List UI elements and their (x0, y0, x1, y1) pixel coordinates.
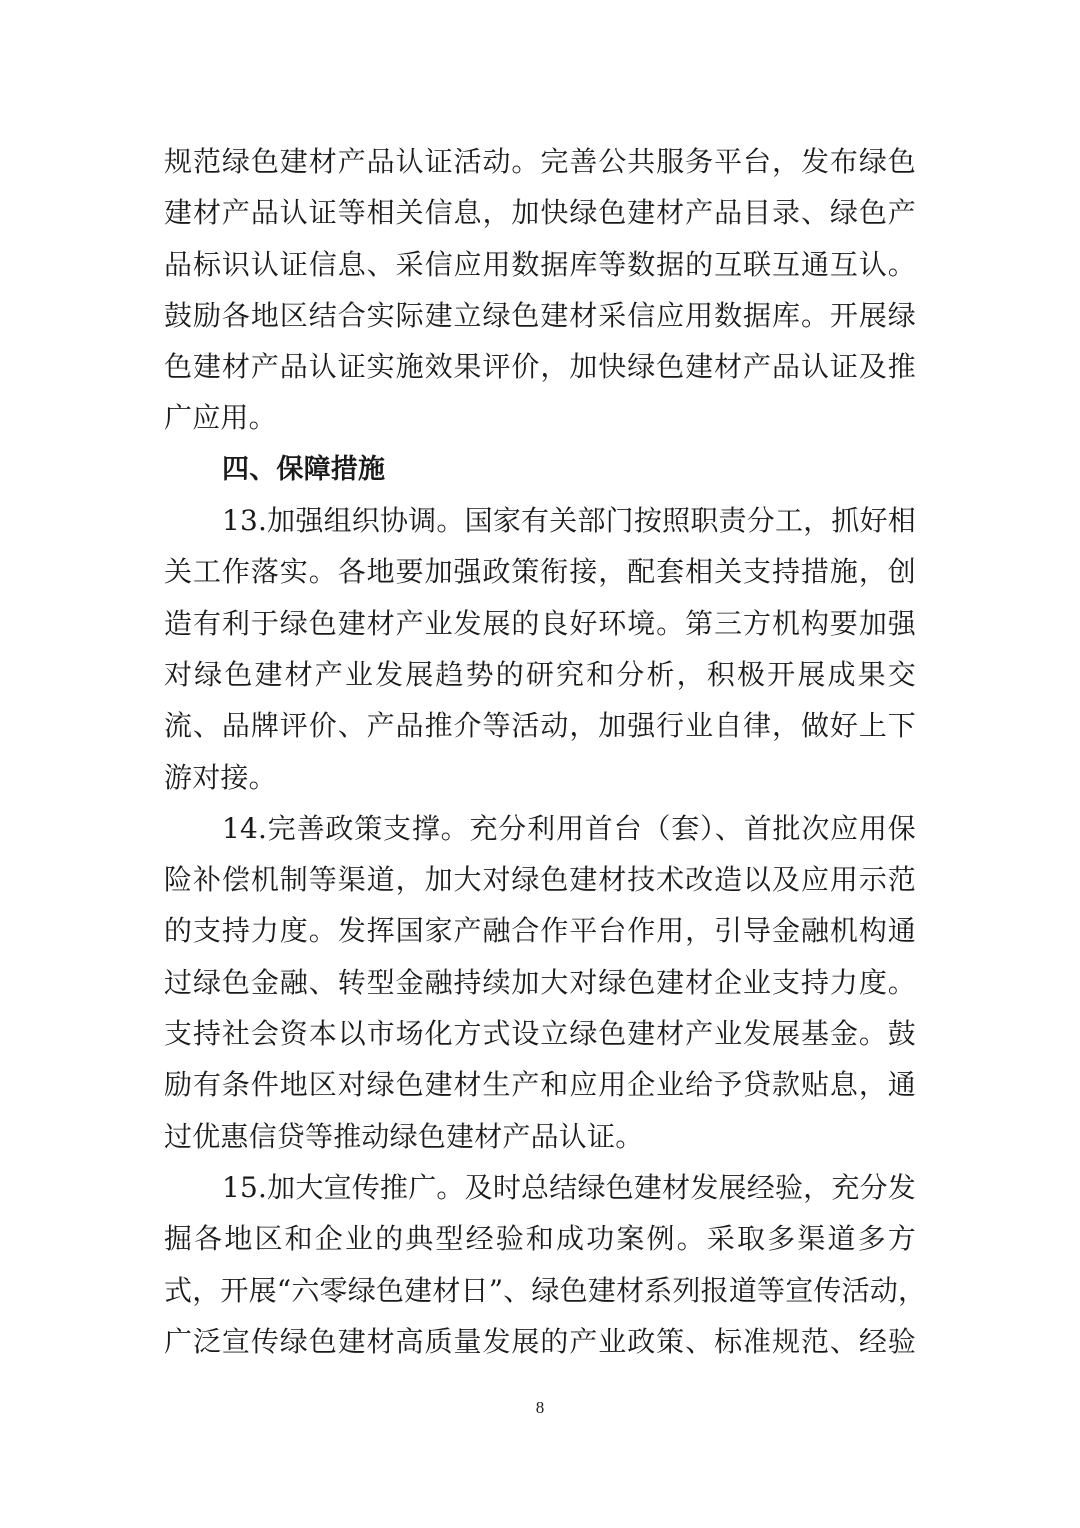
text-line: 广应用。 (164, 401, 277, 435)
text-line: 对绿色建材产业发展趋势的研究和分析，积极开展成果交 (164, 657, 916, 691)
text-line: 式，开展“六零绿色建材日”、绿色建材系列报道等宣传活动， (164, 1273, 927, 1307)
text-line: 关工作落实。各地要加强政策衔接，配套相关支持措施，创 (164, 555, 916, 589)
text-line: 15.加大宣传推广。及时总结绿色建材发展经验，充分发 (222, 1170, 916, 1204)
text-line: 的支持力度。发挥国家产融合作平台作用，引导金融机构通 (164, 914, 916, 948)
text-line: 规范绿色建材产品认证活动。完善公共服务平台，发布绿色 (164, 145, 916, 178)
text-line: 掘各地区和企业的典型经验和成功案例。采取多渠道多方 (164, 1222, 916, 1256)
text-line: 过优惠信贷等推动绿色建材产品认证。 (164, 1119, 644, 1153)
text-line: 游对接。 (164, 760, 277, 794)
body-text (164, 136, 927, 1367)
text-line: 品标识认证信息、采信应用数据库等数据的互联互通互认。 (164, 247, 916, 281)
text-line: 过绿色金融、转型金融持续加大对绿色建材企业支持力度。 (164, 965, 916, 999)
text-line: 支持社会资本以市场化方式设立绿色建材产业发展基金。鼓 (164, 1017, 916, 1051)
text-line: 色建材产品认证实施效果评价，加快绿色建材产品认证及推 (164, 350, 916, 384)
text-line: 流、品牌评价、产品推介等活动，加强行业自律，做好上下 (164, 709, 916, 743)
text-line: 励有条件地区对绿色建材生产和应用企业给予贷款贴息，通 (164, 1068, 916, 1102)
text-line: 险补偿机制等渠道，加大对绿色建材技术改造以及应用示范 (164, 863, 916, 897)
text-line: 13.加强组织协调。国家有关部门按照职责分工，抓好相 (222, 504, 916, 538)
section-heading: 四、保障措施 (222, 453, 386, 485)
text-line: 鼓励各地区结合实际建立绿色建材采信应用数据库。开展绿 (164, 298, 916, 332)
page-number: 8 (535, 1398, 545, 1417)
text-line: 建材产品认证等相关信息，加快绿色建材产品目录、绿色产 (164, 196, 916, 230)
text-line: 造有利于绿色建材产业发展的良好环境。第三方机构要加强 (164, 606, 916, 640)
text-line: 14.完善政策支撑。充分利用首台（套）、首批次应用保 (222, 811, 916, 845)
text-line: 广泛宣传绿色建材高质量发展的产业政策、标准规范、经验 (164, 1324, 916, 1358)
